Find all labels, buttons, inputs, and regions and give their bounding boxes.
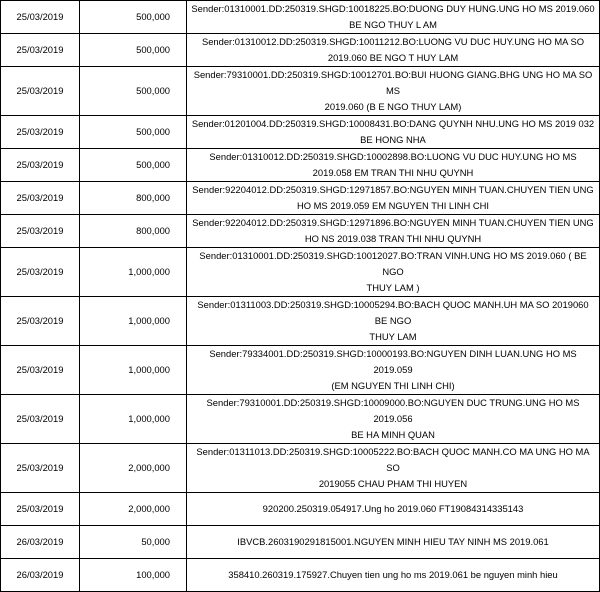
date-cell: 25/03/2019 [1,346,80,395]
description-line-2: 2019.060 (B E NGO THUY LAM) [324,101,462,112]
date-cell: 25/03/2019 [1,182,80,215]
description-line-2: BE HA MINH QUAN [351,429,435,440]
description-line-2: 2019.058 EM TRAN THI NHU QUYNH [312,167,474,178]
date-cell: 25/03/2019 [1,116,80,149]
table-row [1,346,600,395]
description-line-1: Sender:01201004.DD:250319.SHGD:10008431.BO:DANG QUYNH NHU.UNG HO MS 2019 032 [191,118,595,129]
description-line-1: Sender:79310001.DD:250319.SHGD:10012701.BO:BUI HUONG GIANG.BHG UNG HO MA SO MS [193,69,593,96]
table-row [1,444,600,493]
description-cell [187,248,600,297]
description-cell [187,559,600,592]
description-line-2: THUY LAM ) [366,282,420,293]
date-cell: 25/03/2019 [1,215,80,248]
description-cell [187,444,600,493]
description-line-2: BE HONG NHA [360,134,426,145]
description-cell [187,493,600,526]
date-cell: 25/03/2019 [1,34,80,67]
description-line-1: Sender:79310001.DD:250319.SHGD:10009000.BO:NGUYEN DUC TRUNG.UNG HO MS 2019.056 [206,397,580,424]
description-cell [187,34,600,67]
table-row [1,149,600,182]
description-line-1: Sender:01310001.DD:250319.SHGD:10018225.BO:DUONG DUY HUNG.UNG HO MS 2019.060 [191,3,595,14]
description-cell [187,215,600,248]
amount-cell: 500,000 [80,149,187,182]
description-line-1: Sender:01311003.DD:250319.SHGD:10005294.BO:BACH QUOC MANH.UH MA SO 2019060 BE NGO [197,299,589,326]
amount-cell: 2,000,000 [80,493,187,526]
amount-cell: 1,000,000 [80,297,187,346]
description-line-2: (EM NGUYEN THI LINH CHI) [331,380,455,391]
table-row [1,248,600,297]
date-cell: 25/03/2019 [1,248,80,297]
amount-cell: 2,000,000 [80,444,187,493]
table-row [1,1,600,34]
description-cell [187,526,600,559]
description-line-1: Sender:79334001.DD:250319.SHGD:10000193.BO:NGUYEN DINH LUAN.UNG HO MS 2019.059 [209,348,577,375]
description-cell [187,67,600,116]
table-row [1,526,600,559]
date-cell: 25/03/2019 [1,493,80,526]
table-row [1,34,600,67]
description-line-1: IBVCB.2603190291815001.NGUYEN MINH HIEU TAY NINH MS 2019.061 [237,536,549,547]
description-cell [187,1,600,34]
date-cell: 25/03/2019 [1,297,80,346]
description-line-2: 2019055 CHAU PHAM THI HUYEN [318,478,468,489]
date-cell: 25/03/2019 [1,444,80,493]
amount-cell: 500,000 [80,116,187,149]
amount-cell: 1,000,000 [80,346,187,395]
amount-cell: 500,000 [80,67,187,116]
description-cell [187,182,600,215]
description-cell [187,116,600,149]
date-cell: 26/03/2019 [1,526,80,559]
description-line-1: Sender:01311013.DD:250319.SHGD:10005222.BO:BACH QUOC MANH.CO MA UNG HO MA SO [196,446,590,473]
table-row [1,116,600,149]
table-row [1,67,600,116]
description-line-1: Sender:01310012.DD:250319.SHGD:10011212.BO:LUONG VU DUC HUY.UNG HO MA SO [201,36,585,47]
amount-cell: 100,000 [80,559,187,592]
description-line-1: Sender:01310012.DD:250319.SHGD:10002898.BO:LUONG VU DUC HUY.UNG HO MS [209,151,577,162]
table-row [1,182,600,215]
table-row [1,559,600,592]
amount-cell: 800,000 [80,182,187,215]
amount-cell: 500,000 [80,34,187,67]
description-line-2: HO NS 2019.038 TRAN THI NHU QUYNH [304,233,482,244]
date-cell: 25/03/2019 [1,1,80,34]
amount-cell: 800,000 [80,215,187,248]
description-cell [187,297,600,346]
date-cell: 25/03/2019 [1,67,80,116]
table-row [1,395,600,444]
description-cell [187,395,600,444]
amount-cell: 1,000,000 [80,248,187,297]
description-cell [187,346,600,395]
description-line-2: HO MS 2019.059 EM NGUYEN THI LINH CHI [296,200,490,211]
table-row [1,297,600,346]
description-line-2: 2019.060 BE NGO T HUY LAM [327,52,459,63]
amount-cell: 1,000,000 [80,395,187,444]
date-cell: 26/03/2019 [1,559,80,592]
table-row [1,493,600,526]
description-line-1: 920200.250319.054917.Ung ho 2019.060 FT19084314335143 [262,503,524,514]
description-cell [187,149,600,182]
description-line-1: 358410.260319.175927.Chuyen tien ung ho ms 2019.061 be nguyen minh hieu [228,569,558,580]
date-cell: 25/03/2019 [1,395,80,444]
description-line-1: Sender:92204012.DD:250319.SHGD:12971857.BO:NGUYEN MINH TUAN.CHUYEN TIEN UNG [192,184,594,195]
table-row [1,215,600,248]
description-line-2: BE NGO THUY L AM [349,19,437,30]
amount-cell: 500,000 [80,1,187,34]
description-line-2: THUY LAM [369,331,417,342]
date-cell: 25/03/2019 [1,149,80,182]
description-line-1: Sender:01310001.DD:250319.SHGD:10012027.BO:TRAN VINH.UNG HO MS 2019.060 ( BE NGO [199,250,587,277]
description-line-1: Sender:92204012.DD:250319.SHGD:12971896.BO:NGUYEN MINH TUAN.CHUYEN TIEN UNG [192,217,594,228]
amount-cell: 50,000 [80,526,187,559]
